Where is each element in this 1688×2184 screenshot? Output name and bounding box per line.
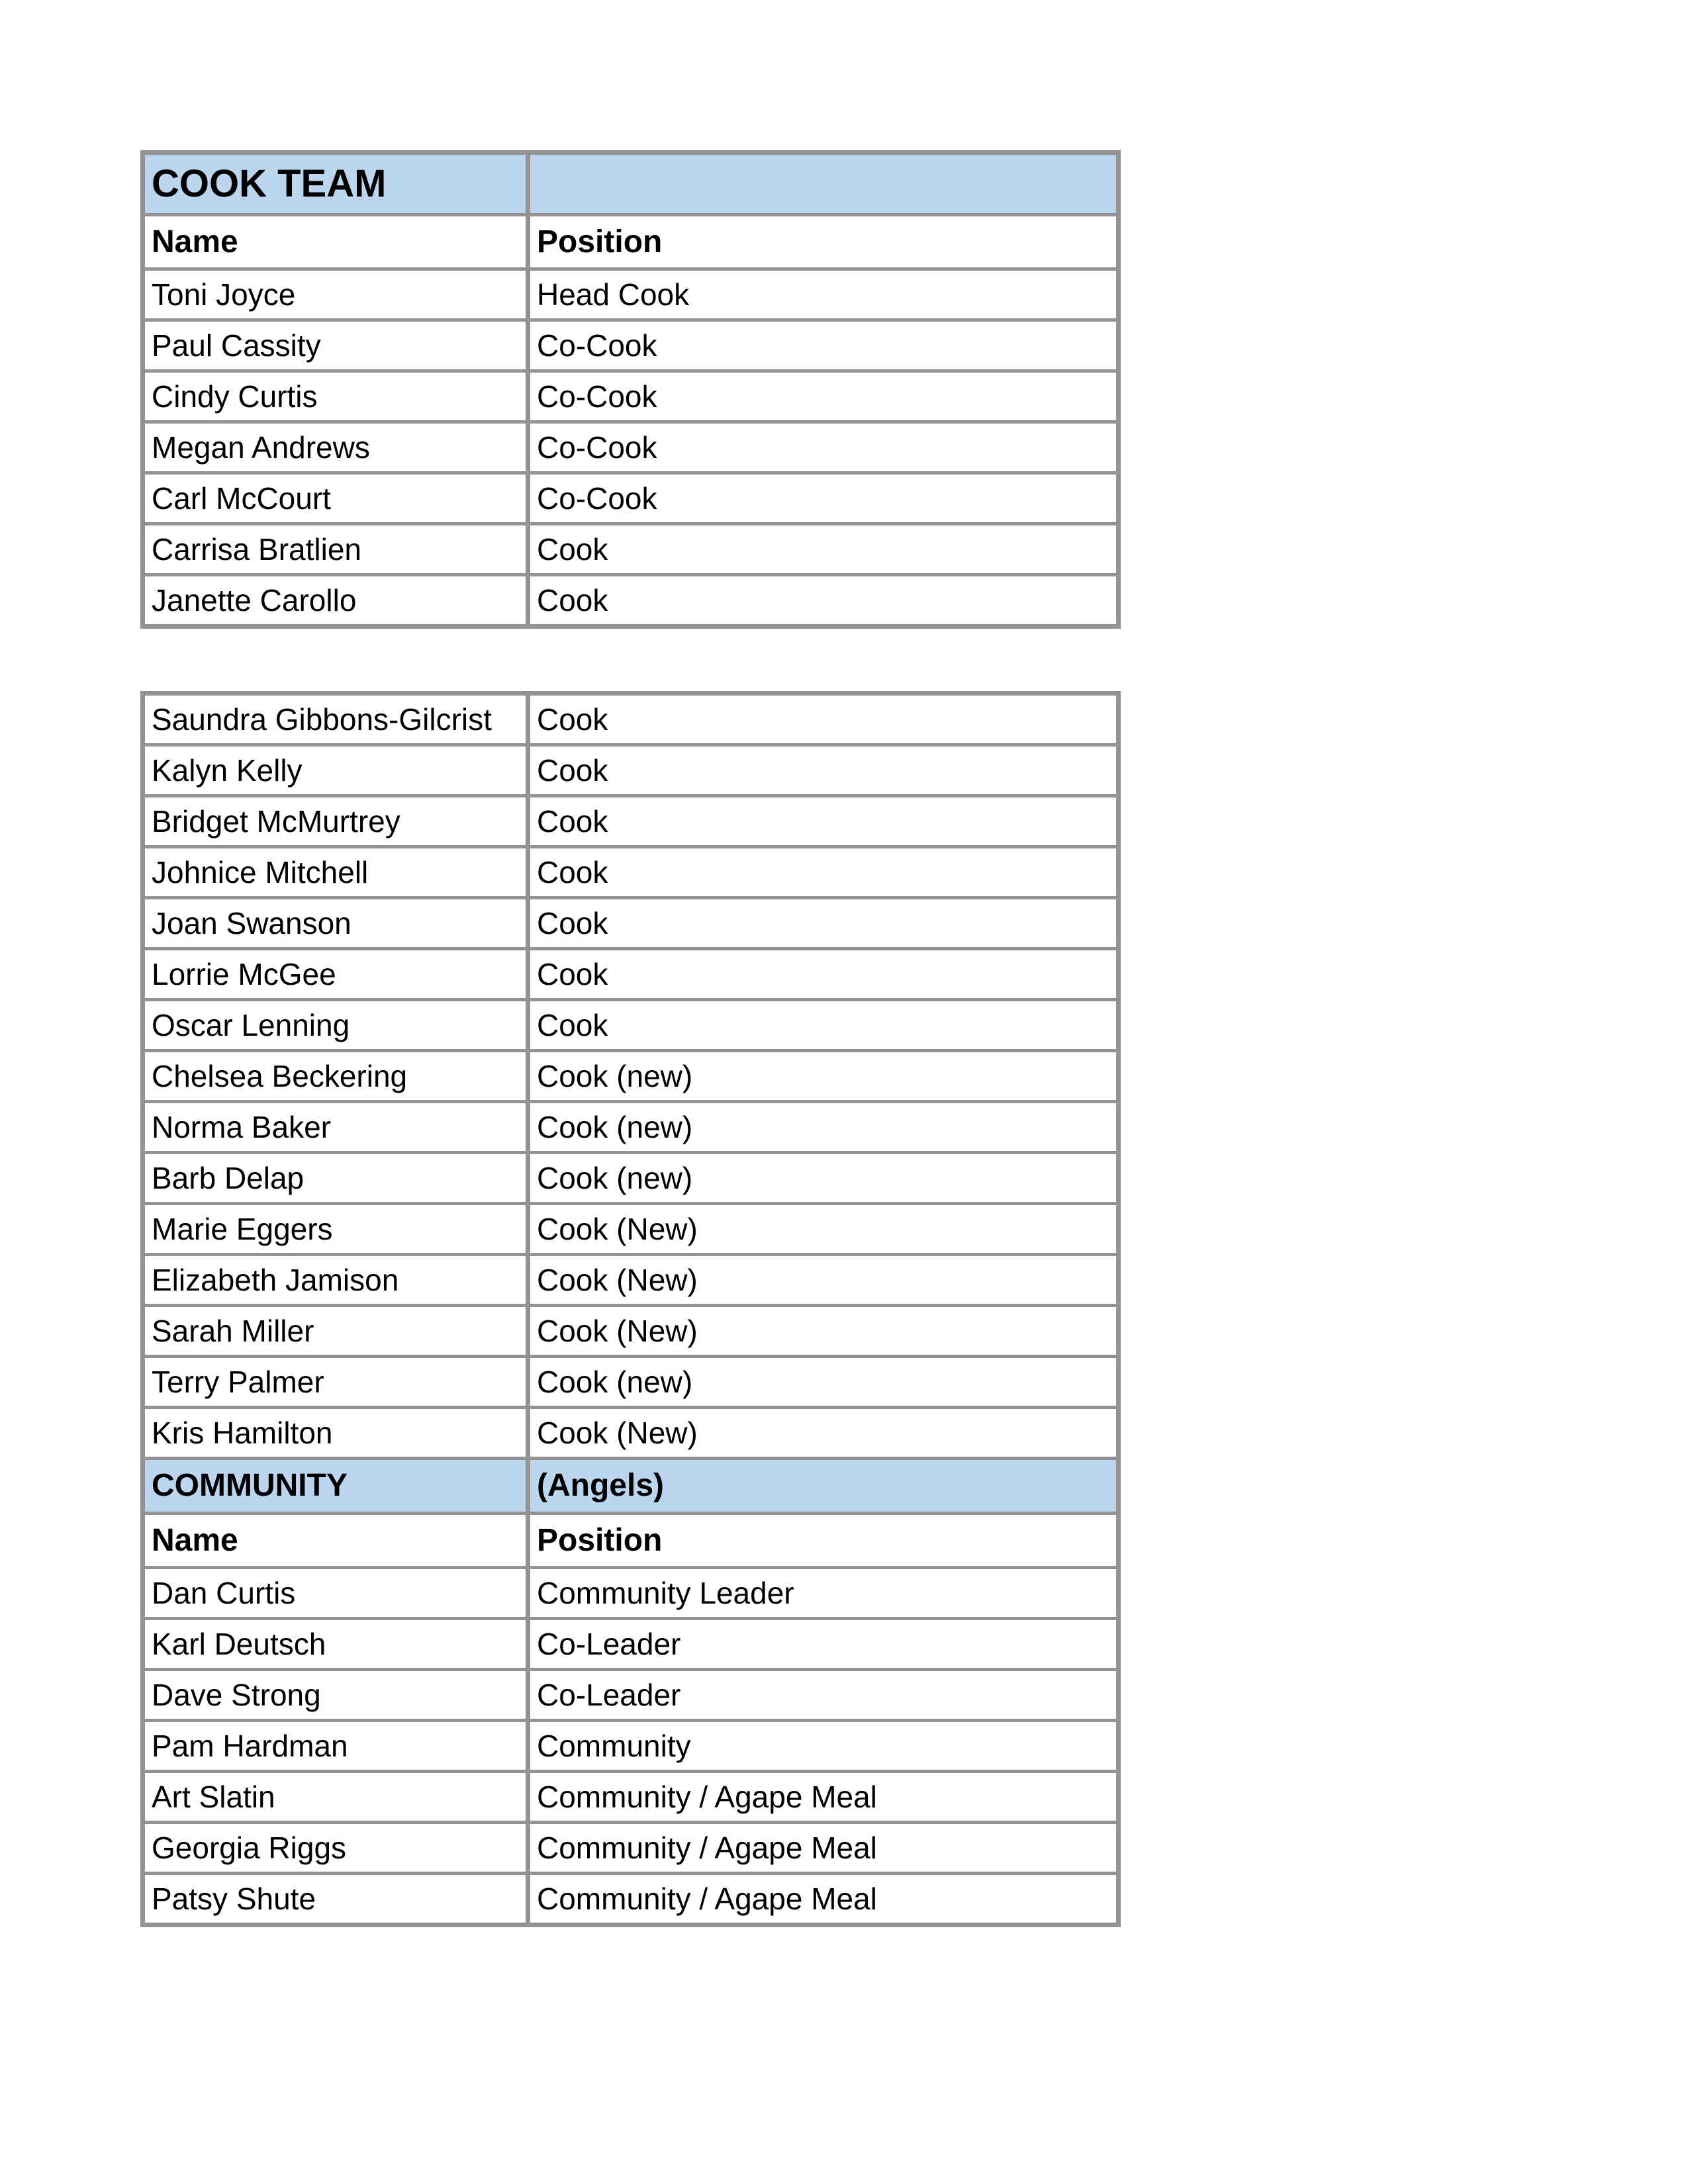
position-column-header: Position [528, 1514, 1119, 1568]
table-row [143, 1721, 1119, 1772]
member-position: Co-Cook [528, 473, 1119, 524]
member-name: Paul Cassity [143, 320, 528, 371]
table-row [143, 1772, 1119, 1823]
member-position: Cook [528, 575, 1119, 627]
member-name: Toni Joyce [143, 269, 528, 320]
member-name: Carrisa Bratlien [143, 524, 528, 575]
member-name: Dave Strong [143, 1670, 528, 1721]
member-name: Janette Carollo [143, 575, 528, 627]
table-row [143, 1670, 1119, 1721]
table-row [143, 422, 1119, 473]
member-name: Bridget McMurtrey [143, 796, 528, 847]
position-column-header: Position [528, 215, 1119, 269]
member-position: Co-Leader [528, 1670, 1119, 1721]
name-column-header: Name [143, 215, 528, 269]
cook-team-section-header [143, 153, 1119, 215]
section-title: COOK TEAM [143, 153, 528, 215]
member-name: Karl Deutsch [143, 1619, 528, 1670]
column-header-row [143, 1514, 1119, 1568]
member-name: Norma Baker [143, 1102, 528, 1153]
table-row [143, 1153, 1119, 1204]
member-name: Patsy Shute [143, 1874, 528, 1925]
section-title-right [528, 153, 1119, 215]
member-position: Cook (new) [528, 1051, 1119, 1102]
member-position: Cook [528, 1000, 1119, 1051]
name-column-header: Name [143, 1514, 528, 1568]
table-row [143, 1823, 1119, 1874]
member-name: Elizabeth Jamison [143, 1255, 528, 1306]
member-name: Barb Delap [143, 1153, 528, 1204]
table-row [143, 1568, 1119, 1619]
member-position: Cook (new) [528, 1153, 1119, 1204]
table-row [143, 847, 1119, 898]
member-name: Georgia Riggs [143, 1823, 528, 1874]
table-row [143, 1357, 1119, 1408]
member-name: Art Slatin [143, 1772, 528, 1823]
member-name: Chelsea Beckering [143, 1051, 528, 1102]
table-row [143, 1306, 1119, 1357]
member-position: Cook [528, 796, 1119, 847]
member-name: Cindy Curtis [143, 371, 528, 422]
section-title-right: (Angels) [528, 1459, 1119, 1514]
member-position: Cook [528, 847, 1119, 898]
member-name: Terry Palmer [143, 1357, 528, 1408]
table-row [143, 371, 1119, 422]
table-row [143, 694, 1119, 745]
community-section-header [143, 1459, 1119, 1514]
member-name: Kalyn Kelly [143, 745, 528, 796]
column-header-row [143, 215, 1119, 269]
table-row [143, 320, 1119, 371]
member-name: Oscar Lenning [143, 1000, 528, 1051]
table-row [143, 269, 1119, 320]
member-position: Cook (new) [528, 1357, 1119, 1408]
member-name: Johnice Mitchell [143, 847, 528, 898]
table-row [143, 745, 1119, 796]
member-position: Cook (New) [528, 1255, 1119, 1306]
member-position: Community Leader [528, 1568, 1119, 1619]
member-name: Joan Swanson [143, 898, 528, 949]
member-position: Cook (New) [528, 1204, 1119, 1255]
member-position: Head Cook [528, 269, 1119, 320]
member-name: Sarah Miller [143, 1306, 528, 1357]
member-position: Community / Agape Meal [528, 1874, 1119, 1925]
member-name: Lorrie McGee [143, 949, 528, 1000]
member-name: Pam Hardman [143, 1721, 528, 1772]
member-position: Cook [528, 694, 1119, 745]
member-position: Cook (new) [528, 1102, 1119, 1153]
member-position: Cook [528, 949, 1119, 1000]
member-name: Carl McCourt [143, 473, 528, 524]
cook-team-continued-and-community-table [140, 691, 1121, 1927]
member-name: Kris Hamilton [143, 1408, 528, 1459]
table-row [143, 1102, 1119, 1153]
member-position: Cook (New) [528, 1408, 1119, 1459]
member-name: Saundra Gibbons-Gilcrist [143, 694, 528, 745]
table-row [143, 1000, 1119, 1051]
table-row [143, 949, 1119, 1000]
member-name: Marie Eggers [143, 1204, 528, 1255]
member-position: Co-Leader [528, 1619, 1119, 1670]
member-position: Cook [528, 524, 1119, 575]
member-position: Cook [528, 898, 1119, 949]
member-name: Megan Andrews [143, 422, 528, 473]
table-row [143, 1204, 1119, 1255]
table-row [143, 1255, 1119, 1306]
table-row [143, 1874, 1119, 1925]
cook-team-table [140, 150, 1121, 629]
member-position: Community / Agape Meal [528, 1772, 1119, 1823]
table-row [143, 575, 1119, 627]
table-row [143, 473, 1119, 524]
table-row [143, 898, 1119, 949]
table-row [143, 1619, 1119, 1670]
table-row [143, 796, 1119, 847]
table-row [143, 1051, 1119, 1102]
member-position: Community [528, 1721, 1119, 1772]
member-position: Co-Cook [528, 371, 1119, 422]
member-name: Dan Curtis [143, 1568, 528, 1619]
member-position: Co-Cook [528, 320, 1119, 371]
member-position: Co-Cook [528, 422, 1119, 473]
member-position: Community / Agape Meal [528, 1823, 1119, 1874]
table-row [143, 524, 1119, 575]
table-row [143, 1408, 1119, 1459]
section-title: COMMUNITY [143, 1459, 528, 1514]
member-position: Cook [528, 745, 1119, 796]
member-position: Cook (New) [528, 1306, 1119, 1357]
